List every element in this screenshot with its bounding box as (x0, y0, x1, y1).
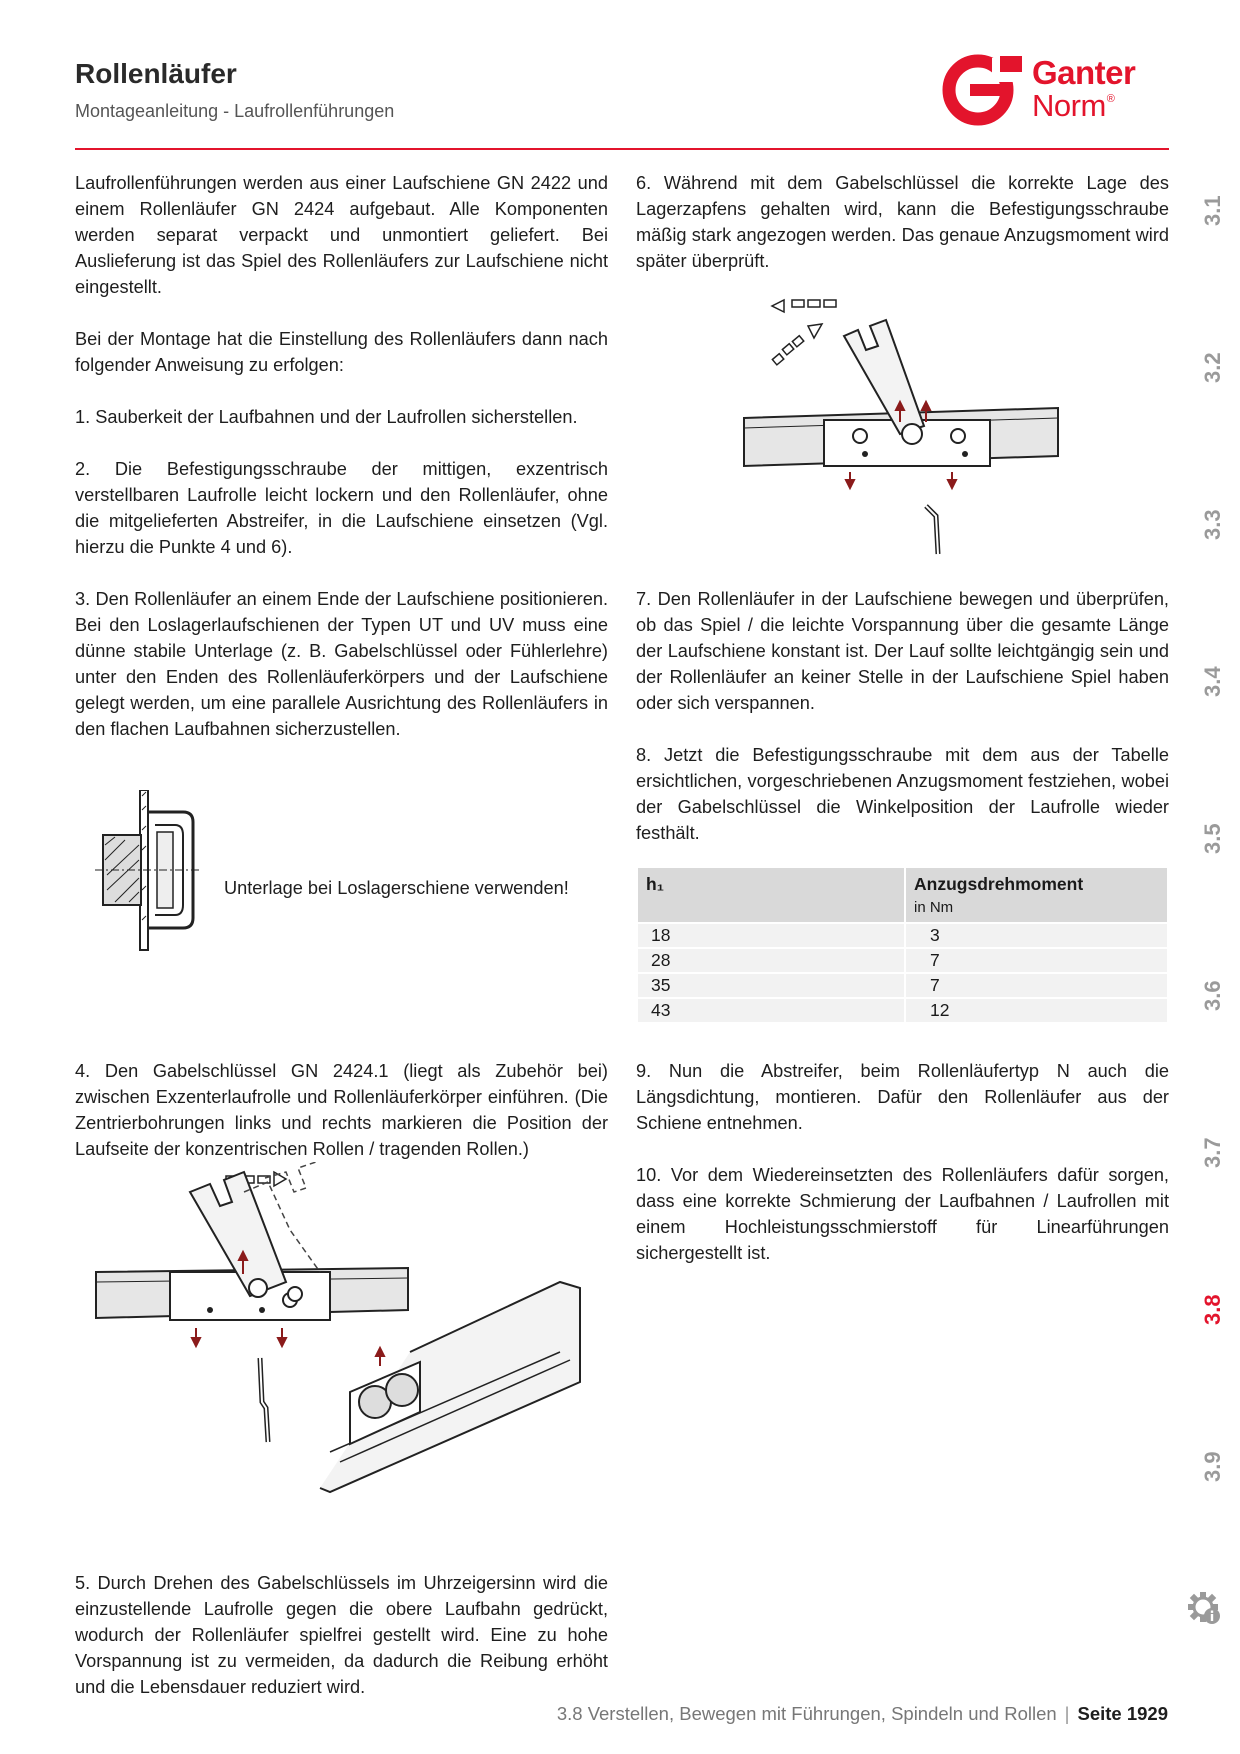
table-header-row (637, 867, 1168, 923)
ganter-g-logo-icon (940, 52, 1022, 127)
table-cell-torque: 7 (905, 973, 1168, 998)
step-6: 6. Während mit dem Gabelschlüssel die korrekte Lage des Lagerzapfens gehalten wird, kann die Befestigungsschraube mäßig stark angezogen werden. Das genaue Anzugsmoment wird später überprüft. (636, 173, 1169, 271)
table-cell-h1: 18 (637, 923, 905, 948)
table-row (637, 973, 1168, 998)
step-9: 9. Nun die Abstreifer, beim Rollenläufertyp N auch die Längsdichtung, montieren. Dafür den Rollenläufer aus der Schiene entnehmen. (636, 1061, 1169, 1133)
step-8: 8. Jetzt die Befestigungsschraube mit dem aus der Tabelle ersichtlichen, vorgeschriebenen Anzugsmoment festziehen, wobei der Gabelschlüssel die Winkelposition der Laufrolle wieder festhält. (636, 745, 1169, 843)
chapter-tab-3-5[interactable]: 3.5 (1200, 823, 1225, 854)
footer-separator: | (1064, 1703, 1070, 1724)
chapter-tab-3-8[interactable]: 3.8 (1200, 1294, 1225, 1325)
footer-section: 3.8 Verstellen, Bewegen mit Führungen, Spindeln und Rollen (556, 1703, 1057, 1724)
page-subtitle: Montageanleitung - Laufrollenführungen (75, 101, 395, 121)
chapter-tab-3-4[interactable]: 3.4 (1200, 666, 1225, 697)
footer-page-number: Seite 1929 (1077, 1703, 1168, 1724)
chapter-tab-3-3[interactable]: 3.3 (1200, 509, 1225, 540)
step-7: 7. Den Rollenläufer in der Laufschiene bewegen und überprüfen, ob das Spiel / die leichte Vorspannung über die gesamte Länge der Laufschiene konstant ist. Der Lauf sollte leichtgängig sein und der Rollenläufer an keiner Stelle in der Laufschiene Spiel haben oder sich verspannen. (636, 589, 1169, 713)
table-row (637, 923, 1168, 948)
figure-caption: Unterlage bei Loslagerschiene verwenden! (224, 878, 569, 898)
brand-name-line1: Ganter (1032, 54, 1136, 91)
page-title: Rollenläufer (75, 58, 237, 89)
step-2: 2. Die Befestigungsschraube der mittigen, exzentrisch verstellbaren Laufrolle leicht lockern und den Rollenläufer, ohne die mitgelieferten Abstreifer, in die Laufschiene einsetzen (Vgl. hierzu die Punkte 4 und 6). (75, 459, 608, 557)
brand-name-line2: Norm® (1032, 88, 1115, 123)
paragraph-intro-2: Bei der Montage hat die Einstellung des Rollenläufers dann nach folgender Anweisung zu erfolgen: (75, 329, 608, 375)
chapter-tab-3-6[interactable]: 3.6 (1200, 980, 1225, 1011)
table-cell-torque: 3 (905, 923, 1168, 948)
chapter-tab-3-7[interactable]: 3.7 (1200, 1137, 1225, 1168)
chapter-tab-3-2[interactable]: 3.2 (1200, 352, 1225, 383)
step-1: 1. Sauberkeit der Laufbahnen und der Laufrollen sicherstellen. (75, 407, 578, 427)
table-cell-torque: 12 (905, 998, 1168, 1023)
brand-logo (940, 52, 1175, 127)
table-cell-h1: 43 (637, 998, 905, 1023)
gear-info-icon[interactable] (1187, 1590, 1223, 1626)
torque-table (636, 866, 1169, 1024)
header-divider (75, 148, 1169, 150)
wrench-tightening-figure (740, 296, 1070, 556)
step-3: 3. Den Rollenläufer an einem Ende der Laufschiene positionieren. Bei den Loslagerlaufschienen der Typen UT und UV muss eine dünne stabile Unterlage (z. B. Gabelschlüssel oder Fühlerlehre) unter den Enden des Rollenläuferkörpers und der Laufschiene gelegt werden, um eine parallele Ausrichtung des Rollenläufers in den flachen Laufbahnen sicherzustellen. (75, 589, 608, 739)
step-10: 10. Vor dem Wiedereinsetzten des Rollenläufers dafür sorgen, dass eine korrekte Schmierung der Laufbahnen / Laufrollen mit einem Hochleistungsschmierstoff für Linearführungen sichergestellt ist. (636, 1165, 1169, 1263)
table-header-h1: h₁ (637, 867, 905, 923)
paragraph-intro-1: Laufrollenführungen werden aus einer Laufschiene GN 2422 und einem Rollenläufer GN 2424 aufgebaut. Alle Komponenten werden separat verpackt und unmontiert geliefert. Bei Auslieferung ist das Spiel des Rollenläufers zur Laufschiene nicht eingestellt. (75, 173, 608, 297)
step-4: 4. Den Gabelschlüssel GN 2424.1 (liegt als Zubehör bei) zwischen Exzenterlaufrolle und Rollenläuferkörper einführen. (Die Zentrierbohrungen links und rechts markieren die Position der Laufseite der konzentrischen Rollen / tragenden Rollen.) (75, 1061, 608, 1159)
table-row (637, 948, 1168, 973)
chapter-tab-3-1[interactable]: 3.1 (1200, 195, 1225, 226)
shim-cross-section-figure (95, 790, 205, 960)
table-row (637, 998, 1168, 1023)
table-cell-h1: 28 (637, 948, 905, 973)
wrench-insertion-figure (90, 1162, 610, 1502)
table-header-torque: Anzugsdrehmoment in Nm (905, 867, 1168, 923)
chapter-tab-3-9[interactable]: 3.9 (1200, 1451, 1225, 1482)
table-cell-torque: 7 (905, 948, 1168, 973)
page-footer (557, 1703, 1168, 1725)
table-cell-h1: 35 (637, 973, 905, 998)
step-5: 5. Durch Drehen des Gabelschlüssels im Uhrzeigersinn wird die einzustellende Laufrolle gegen die obere Laufbahn gedrückt, wodurch der Rollenläufer spielfrei gestellt wird. Eine zu hohe Vorspannung ist zu vermeiden, da dadurch die Reibung erhöht und die Lebensdauer reduziert wird. (75, 1573, 608, 1697)
